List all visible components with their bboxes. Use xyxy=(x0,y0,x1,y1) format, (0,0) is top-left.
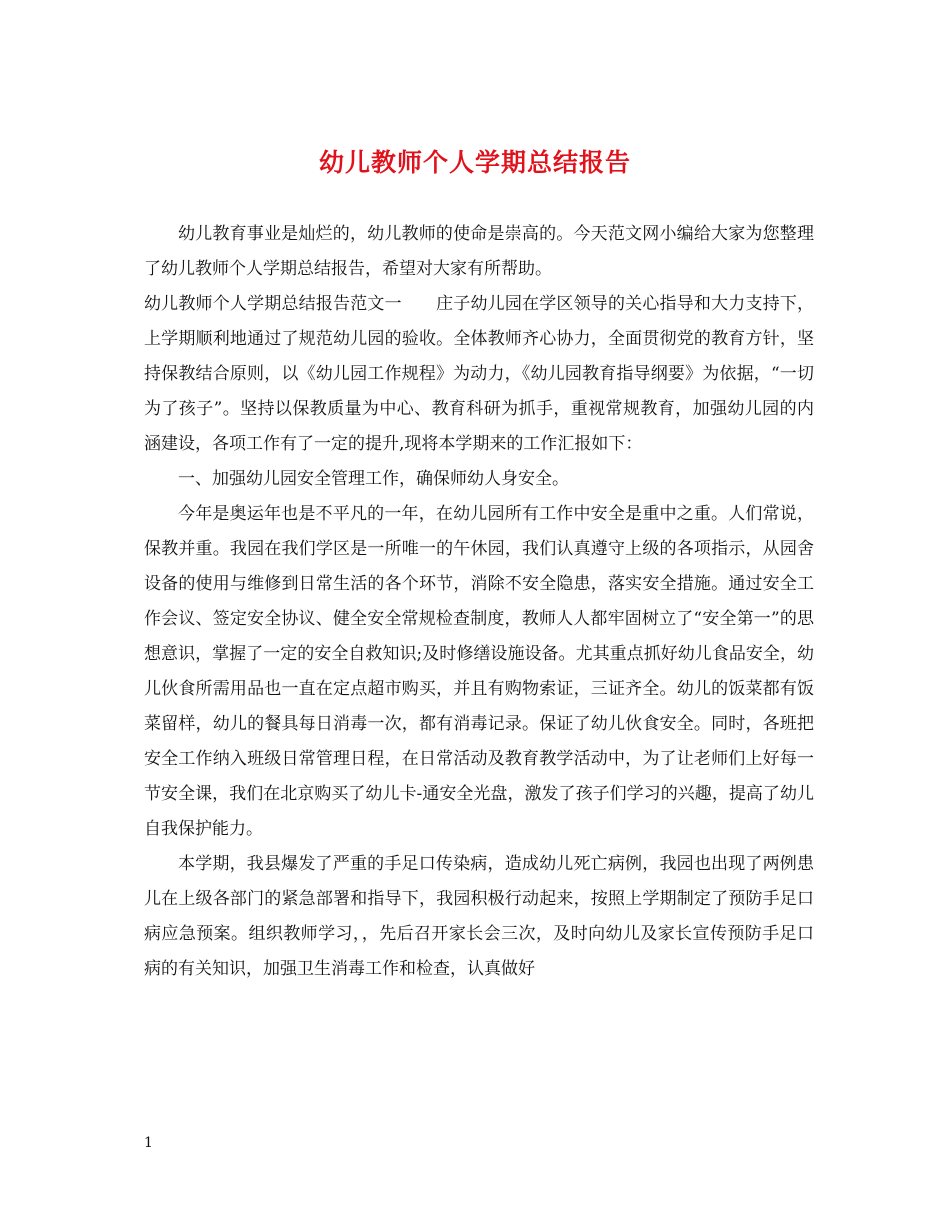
body-paragraph: 今年是奥运年也是不平凡的一年，在幼儿园所有工作中安全是重中之重。人们常说，保教并重。我园在我们学区是一所唯一的午休园，我们认真遵守上级的各项指示，从园舍设备的使用与维修到日常生活的各个环节，消除不安全隐患，落实安全措施。通过安全工作会议、签定安全协议、健全安全常规检查制度，教师人人都牢固树立了“安全第一”的思想意识，掌握了一定的安全自救知识;及时修缮设施设备。尤其重点抓好幼儿食品安全，幼儿伙食所需用品也一直在定点超市购买，并且有购物索证，三证齐全。幼儿的饭菜都有饭菜留样，幼儿的餐具每日消毒一次，都有消毒记录。保证了幼儿伙食安全。同时，各班把安全工作纳入班级日常管理日程，在日常活动及教育教学活动中，为了让老师们上好每一节安全课，我们在北京购买了幼儿卡-通安全光盘，激发了孩子们学习的兴趣，提高了幼儿自我保护能力。 xyxy=(144,504,814,839)
body-paragraph: 幼儿教师个人学期总结报告范文一 庄子幼儿园在学区领导的关心指导和大力支持下，上学期顺利地通过了规范幼儿园的验收。全体教师齐心协力，全面贯彻党的教育方针，坚持保教结合原则，以《幼儿园工作规程》为动力，《幼儿园教育指导纲要》为依据，“一切为了孩子”。坚持以保教质量为中心、教育科研为抓手，重视常规教育，加强幼儿园的内涵建设，各项工作有了一定的提升,现将本学期来的工作汇报如下： xyxy=(144,294,814,454)
document-title: 幼儿教师个人学期总结报告 xyxy=(318,148,631,177)
body-paragraph: 幼儿教育事业是灿烂的，幼儿教师的使命是崇高的。今天范文网小编给大家为您整理了幼儿教师个人学期总结报告，希望对大家有所帮助。 xyxy=(144,224,814,279)
body-paragraph: 本学期，我县爆发了严重的手足口传染病，造成幼儿死亡病例，我园也出现了两例患儿在上级各部门的紧急部署和指导下，我园积极行动起来，按照上学期制定了预防手足口病应急预案。组织教师学习，，先后召开家长会三次，及时向幼儿及家长宣传预防手足口病的有关知识，加强卫生消毒工作和检查，认真做好 xyxy=(144,854,814,979)
page-number: 1 xyxy=(144,1135,153,1151)
document-body xyxy=(144,217,814,987)
body-paragraph: 一、加强幼儿园安全管理工作，确保师幼人身安全。 xyxy=(178,469,569,489)
